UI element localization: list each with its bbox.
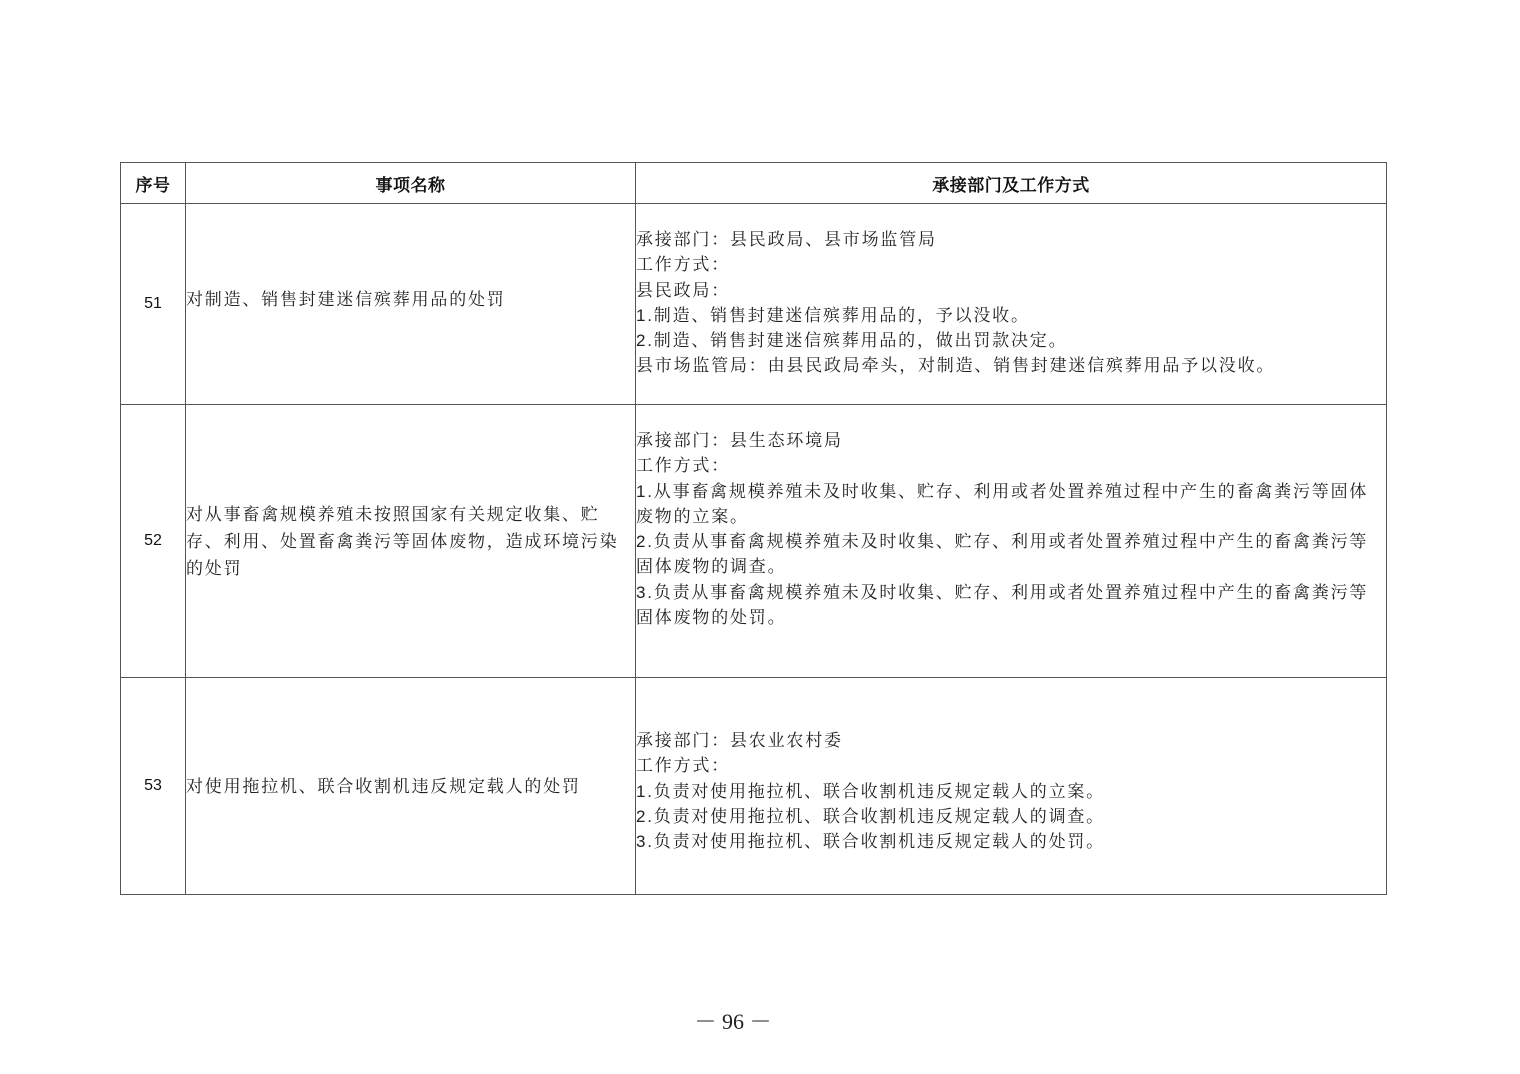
- row-item-name: [186, 678, 636, 895]
- item-line: 存、利用、处置畜禽粪污等固体废物，造成环境污染: [186, 531, 619, 551]
- dept-line: 固体废物的处罚。: [636, 608, 787, 628]
- table-row: [121, 678, 1387, 895]
- dept-line: 工作方式：: [636, 255, 730, 275]
- table-header-row: [121, 163, 1387, 204]
- row-index: 53: [121, 678, 186, 895]
- dept-line: 县民政局：: [636, 280, 730, 300]
- header-item-name: 事项名称: [186, 163, 636, 204]
- row-department-method: [636, 405, 1387, 678]
- dept-line: 承接部门：县生态环境局: [636, 431, 843, 450]
- dept-line: 承接部门：县民政局、县市场监管局: [636, 230, 937, 249]
- dept-line: 工作方式：: [636, 456, 730, 476]
- table-row: [121, 405, 1387, 678]
- dept-line: 1.制造、销售封建迷信殡葬用品的，予以没收。: [636, 305, 1030, 325]
- dept-line: 3.负责对使用拖拉机、联合收割机违反规定载人的处罚。: [636, 832, 1105, 852]
- page-number: － 96 －: [694, 1009, 772, 1034]
- row-index: 52: [121, 405, 186, 678]
- dept-line: 废物的立案。: [636, 506, 749, 526]
- dept-line: 工作方式：: [636, 756, 730, 776]
- table-row: [121, 204, 1387, 405]
- item-line: 的处罚: [186, 558, 243, 578]
- dept-line: 1.负责对使用拖拉机、联合收割机违反规定载人的立案。: [636, 781, 1105, 801]
- dept-line: 2.制造、销售封建迷信殡葬用品的，做出罚款决定。: [636, 331, 1068, 351]
- row-item-name: [186, 405, 636, 678]
- dept-line: 固体废物的调查。: [636, 557, 787, 577]
- row-item-name: [186, 204, 636, 405]
- item-line: 对使用拖拉机、联合收割机违反规定载人的处罚: [186, 776, 581, 796]
- dept-line: 1.从事畜禽规模养殖未及时收集、贮存、利用或者处置养殖过程中产生的畜禽粪污等固体: [636, 481, 1369, 501]
- header-department-method: 承接部门及工作方式: [636, 163, 1387, 204]
- row-index: 51: [121, 204, 186, 405]
- header-index: 序号: [121, 163, 186, 204]
- items-table: [120, 162, 1387, 895]
- dept-line: 3.负责从事畜禽规模养殖未及时收集、贮存、利用或者处置养殖过程中产生的畜禽粪污等: [636, 582, 1369, 602]
- row-department-method: [636, 678, 1387, 895]
- item-line: 对从事畜禽规模养殖未按照国家有关规定收集、贮: [186, 504, 600, 524]
- dept-line: 承接部门：县农业农村委: [636, 731, 843, 750]
- dept-line: 2.负责对使用拖拉机、联合收割机违反规定载人的调查。: [636, 806, 1105, 826]
- item-line: 对制造、销售封建迷信殡葬用品的处罚: [186, 289, 506, 309]
- dept-line: 2.负责从事畜禽规模养殖未及时收集、贮存、利用或者处置养殖过程中产生的畜禽粪污等: [636, 532, 1369, 552]
- dept-line: 县市场监管局：由县民政局牵头，对制造、销售封建迷信殡葬用品予以没收。: [636, 356, 1276, 376]
- row-department-method: [636, 204, 1387, 405]
